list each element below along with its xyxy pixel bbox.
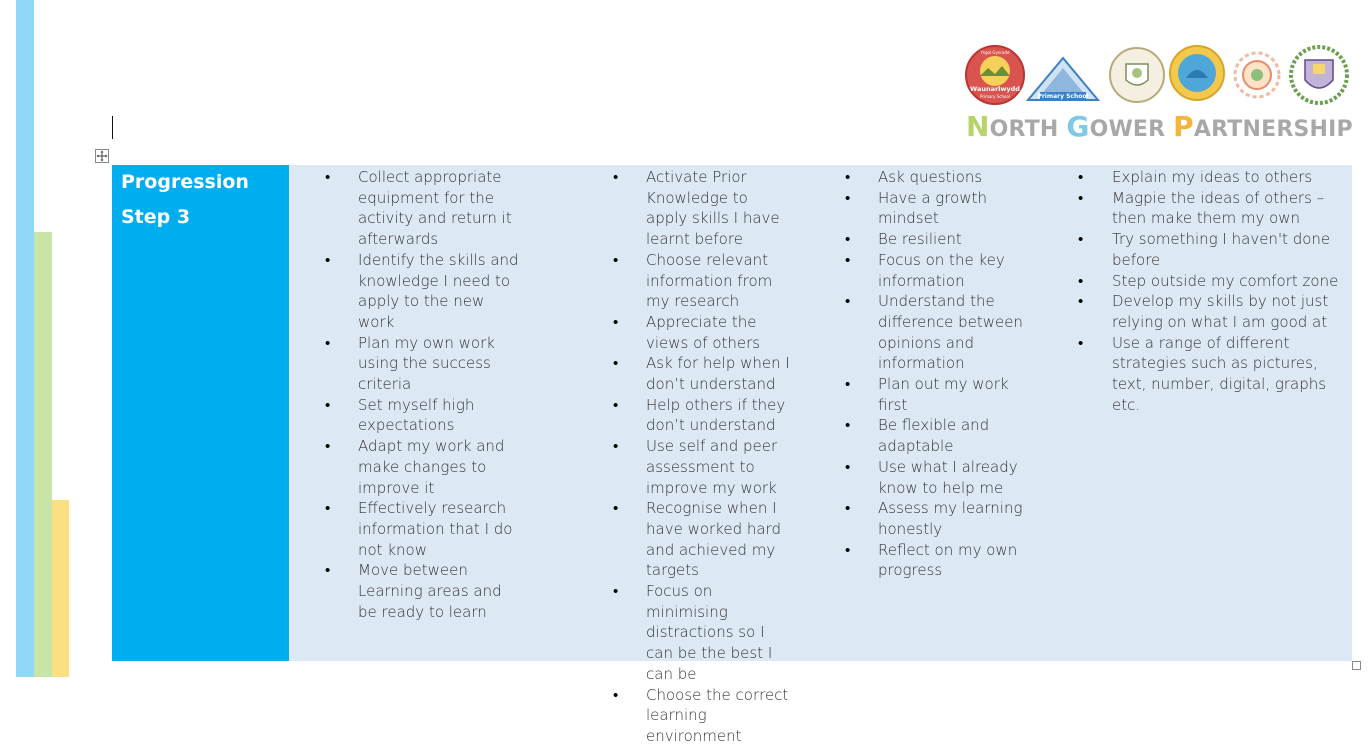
list-item: • Use what I already know to help me (809, 457, 1029, 498)
list-item: • Try something I haven't done before (1042, 229, 1342, 270)
primary-school-triangle-logo (1026, 56, 1100, 104)
list-item: • Reflect on my own progress (809, 540, 1029, 581)
bullet-list (1042, 167, 1342, 415)
school-logos (960, 44, 1360, 114)
list-item: • Focus on minimising distractions so I can be the best I can be (577, 581, 792, 685)
list-item: • Explain my ideas to others (1042, 167, 1342, 188)
list-item: • Understand the difference between opinions and information (809, 291, 1029, 374)
llanrhidian-logo (1168, 44, 1226, 102)
list-item: • Recognise when I have worked hard and achieved my targets (577, 498, 792, 581)
north-gower-partnership-title: NORTH GOWER PARTNERSHIP (966, 110, 1353, 143)
list-item: • Magpie the ideas of others – then make them my own (1042, 188, 1342, 229)
list-item: • Effectively research information that I do not know (289, 498, 519, 560)
crest-logo-beige (1108, 46, 1166, 104)
table-column-1[interactable] (289, 165, 577, 661)
table-header-cell (112, 165, 289, 661)
svg-text:Waunarlwydd: Waunarlwydd (970, 85, 1020, 93)
list-item: • Identify the skills and knowledge I need to apply to the new work (289, 250, 519, 333)
waunarlwydd-logo (964, 44, 1026, 106)
list-item: • Have a growth mindset (809, 188, 1029, 229)
list-item: • Use self and peer assessment to improve my work (577, 436, 792, 498)
list-item: • Appreciate the views of others (577, 312, 792, 353)
table-column-3[interactable] (809, 165, 1042, 661)
bullet-list (577, 167, 792, 747)
list-item: • Move between Learning areas and be ready to learn (289, 560, 519, 622)
list-item: • Help others if they don’t understand (577, 395, 792, 436)
table-column-4[interactable] (1042, 165, 1352, 661)
decorative-bar-blue (16, 0, 34, 677)
list-item: • Ask questions (809, 167, 1029, 188)
header-line-progression: Progression (121, 171, 249, 193)
shield-crest-logo (1288, 44, 1350, 106)
move-arrows-icon (96, 150, 108, 162)
list-item: • Be flexible and adaptable (809, 415, 1029, 456)
progression-table[interactable] (112, 165, 1352, 745)
list-item: • Be resilient (809, 229, 1029, 250)
list-item: • Develop my skills by not just relying on what I am good at (1042, 291, 1342, 332)
list-item: • Plan out my work first (809, 374, 1029, 415)
list-item: • Use a range of different strategies such as pictures, text, number, digital, graphs etc. (1042, 333, 1342, 416)
table-move-handle[interactable] (95, 149, 109, 163)
table-resize-handle[interactable] (1352, 661, 1361, 670)
list-item: • Choose the correct learning environment (577, 685, 792, 747)
list-item: • Focus on the key information (809, 250, 1029, 291)
bullet-list (289, 167, 519, 622)
table-column-2[interactable] (577, 165, 809, 745)
list-item: • Set myself high expectations (289, 395, 519, 436)
list-item: • Step outside my comfort zone (1042, 271, 1342, 292)
text-cursor (112, 116, 113, 139)
svg-text:Primary School: Primary School (1037, 93, 1089, 100)
list-item: • Ask for help when I don’t understand (577, 353, 792, 394)
svg-text:Ysgol Gynradd: Ysgol Gynradd (980, 50, 1010, 55)
sun-logo (1228, 46, 1286, 104)
list-item: • Activate Prior Knowledge to apply skills I have learnt before (577, 167, 792, 250)
svg-text:Primary School: Primary School (979, 94, 1011, 99)
header-line-step: Step 3 (121, 206, 191, 228)
list-item: • Choose relevant information from my research (577, 250, 792, 312)
bullet-list (809, 167, 1029, 581)
decorative-bar-green (34, 232, 52, 677)
list-item: • Plan my own work using the success criteria (289, 333, 519, 395)
list-item: • Adapt my work and make changes to improve it (289, 436, 519, 498)
list-item: • Collect appropriate equipment for the activity and return it afterwards (289, 167, 519, 250)
decorative-bar-yellow (52, 500, 69, 677)
list-item: • Assess my learning honestly (809, 498, 1029, 539)
